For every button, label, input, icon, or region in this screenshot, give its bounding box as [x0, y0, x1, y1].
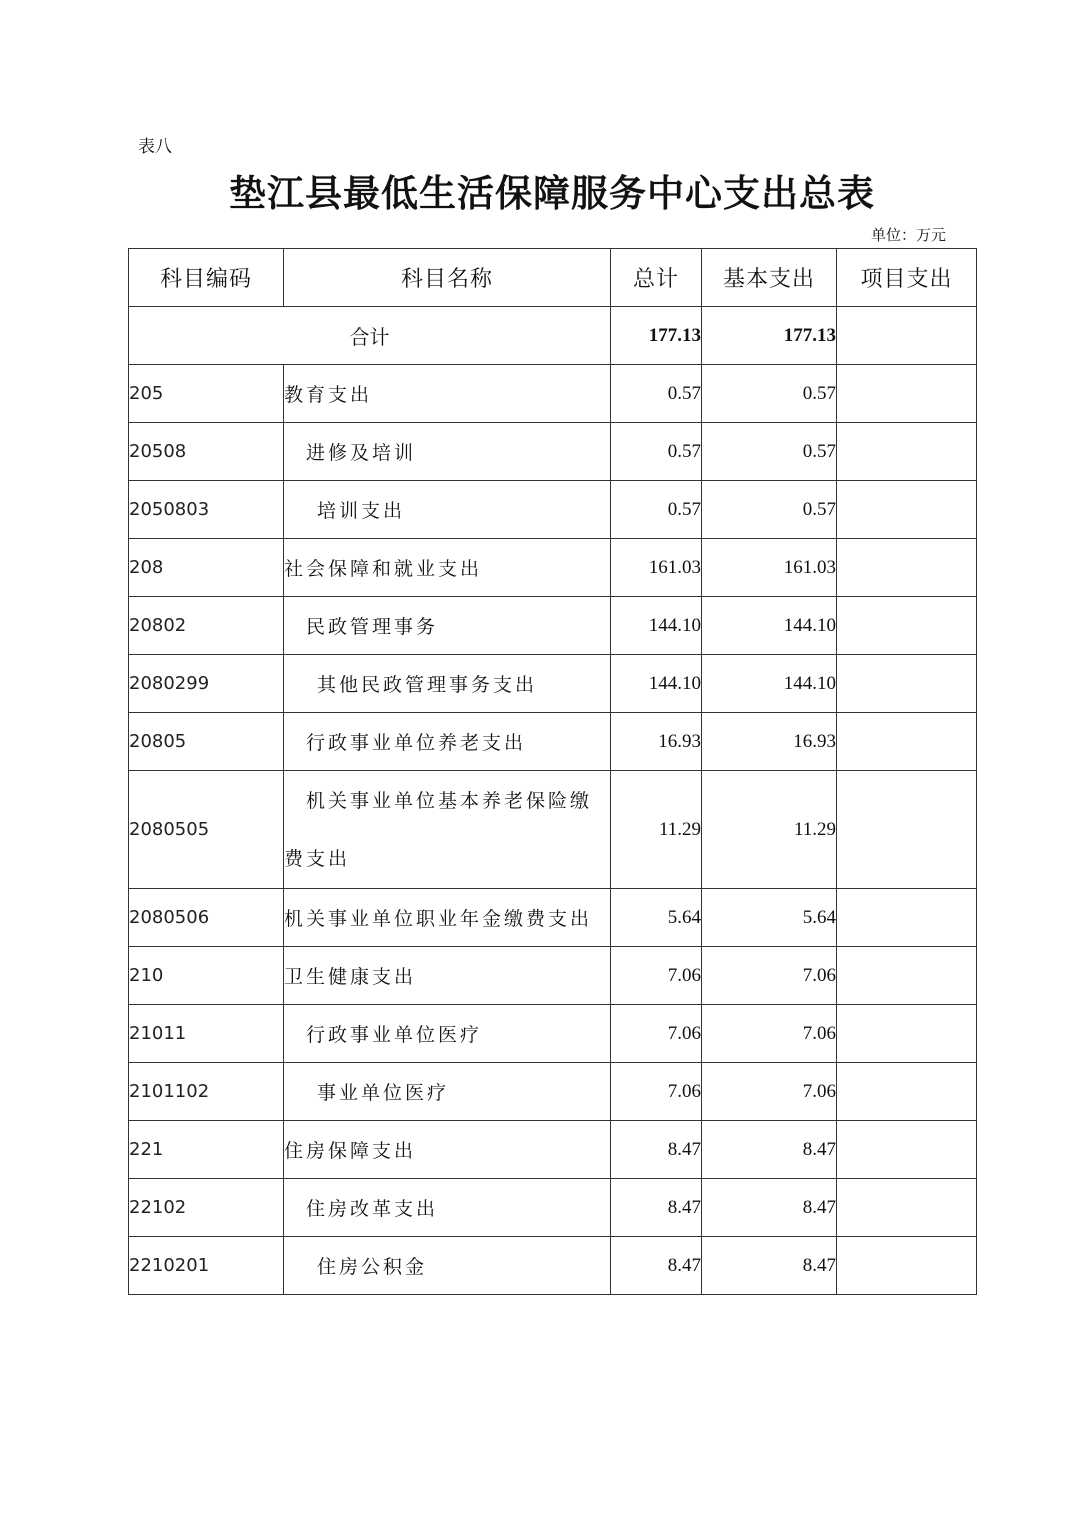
row-code: 2050803 — [129, 481, 284, 539]
row-project — [837, 423, 977, 481]
row-total: 0.57 — [611, 365, 702, 423]
row-project — [837, 481, 977, 539]
row-project — [837, 947, 977, 1005]
table-header-row — [129, 249, 977, 307]
summary-basic: 177.13 — [702, 307, 837, 365]
row-basic: 16.93 — [702, 713, 837, 771]
row-name: 事业单位医疗 — [284, 1063, 611, 1121]
row-basic: 161.03 — [702, 539, 837, 597]
row-total: 7.06 — [611, 1005, 702, 1063]
row-basic: 8.47 — [702, 1121, 837, 1179]
header-total: 总计 — [611, 249, 702, 307]
expense-summary-table — [128, 248, 977, 1295]
row-name: 住房保障支出 — [284, 1121, 611, 1179]
row-total: 11.29 — [611, 771, 702, 889]
header-name: 科目名称 — [284, 249, 611, 307]
row-total: 7.06 — [611, 1063, 702, 1121]
row-project — [837, 1063, 977, 1121]
row-project — [837, 1005, 977, 1063]
row-project — [837, 597, 977, 655]
row-project — [837, 713, 977, 771]
header-code: 科目编码 — [129, 249, 284, 307]
row-basic: 7.06 — [702, 1063, 837, 1121]
row-code: 2080299 — [129, 655, 284, 713]
row-code: 2080505 — [129, 771, 284, 889]
row-code: 20508 — [129, 423, 284, 481]
row-basic: 0.57 — [702, 365, 837, 423]
row-project — [837, 1237, 977, 1295]
table-row — [129, 947, 977, 1005]
row-name: 进修及培训 — [284, 423, 611, 481]
row-total: 144.10 — [611, 655, 702, 713]
row-code: 21011 — [129, 1005, 284, 1063]
row-project — [837, 1121, 977, 1179]
row-project — [837, 539, 977, 597]
row-name: 行政事业单位养老支出 — [284, 713, 611, 771]
row-project — [837, 655, 977, 713]
row-basic: 7.06 — [702, 947, 837, 1005]
row-total: 0.57 — [611, 423, 702, 481]
summary-row — [129, 307, 977, 365]
table-row — [129, 597, 977, 655]
row-total: 16.93 — [611, 713, 702, 771]
table-row — [129, 771, 977, 889]
row-name: 机关事业单位职业年金缴费支出 — [284, 889, 611, 947]
table-row — [129, 1237, 977, 1295]
row-code: 2080506 — [129, 889, 284, 947]
row-project — [837, 1179, 977, 1237]
row-code: 2210201 — [129, 1237, 284, 1295]
row-name: 卫生健康支出 — [284, 947, 611, 1005]
row-name: 住房改革支出 — [284, 1179, 611, 1237]
table-row — [129, 365, 977, 423]
row-code: 205 — [129, 365, 284, 423]
row-name: 教育支出 — [284, 365, 611, 423]
row-total: 8.47 — [611, 1179, 702, 1237]
row-code: 20802 — [129, 597, 284, 655]
row-basic: 0.57 — [702, 423, 837, 481]
row-total: 144.10 — [611, 597, 702, 655]
row-basic: 11.29 — [702, 771, 837, 889]
document-title: 垫江县最低生活保障服务中心支出总表 — [229, 171, 875, 215]
summary-label: 合计 — [129, 307, 611, 365]
row-basic: 0.57 — [702, 481, 837, 539]
row-total: 7.06 — [611, 947, 702, 1005]
table-row — [129, 481, 977, 539]
unit-note: 单位：万元 — [870, 226, 946, 244]
row-name: 民政管理事务 — [284, 597, 611, 655]
row-basic: 144.10 — [702, 655, 837, 713]
table-row — [129, 655, 977, 713]
table-row — [129, 1005, 977, 1063]
table-row — [129, 1063, 977, 1121]
row-basic: 8.47 — [702, 1179, 837, 1237]
summary-total: 177.13 — [611, 307, 702, 365]
row-name: 住房公积金 — [284, 1237, 611, 1295]
row-name: 社会保障和就业支出 — [284, 539, 611, 597]
header-basic: 基本支出 — [702, 249, 837, 307]
summary-project — [837, 307, 977, 365]
row-code: 221 — [129, 1121, 284, 1179]
row-project — [837, 889, 977, 947]
table-tag: 表八 — [138, 137, 172, 157]
row-basic: 7.06 — [702, 1005, 837, 1063]
row-name: 行政事业单位医疗 — [284, 1005, 611, 1063]
row-code: 20805 — [129, 713, 284, 771]
row-project — [837, 771, 977, 889]
row-total: 5.64 — [611, 889, 702, 947]
table-row — [129, 713, 977, 771]
table-row — [129, 423, 977, 481]
row-code: 22102 — [129, 1179, 284, 1237]
row-total: 0.57 — [611, 481, 702, 539]
row-basic: 5.64 — [702, 889, 837, 947]
table-row — [129, 539, 977, 597]
header-project: 项目支出 — [837, 249, 977, 307]
table-row — [129, 1179, 977, 1237]
row-total: 8.47 — [611, 1121, 702, 1179]
row-code: 2101102 — [129, 1063, 284, 1121]
row-basic: 8.47 — [702, 1237, 837, 1295]
row-name: 其他民政管理事务支出 — [284, 655, 611, 713]
table-row — [129, 889, 977, 947]
row-name: 机关事业单位基本养老保险缴费支出 — [284, 771, 611, 889]
row-total: 8.47 — [611, 1237, 702, 1295]
row-code: 210 — [129, 947, 284, 1005]
row-project — [837, 365, 977, 423]
row-name: 培训支出 — [284, 481, 611, 539]
row-total: 161.03 — [611, 539, 702, 597]
row-code: 208 — [129, 539, 284, 597]
row-basic: 144.10 — [702, 597, 837, 655]
table-row — [129, 1121, 977, 1179]
